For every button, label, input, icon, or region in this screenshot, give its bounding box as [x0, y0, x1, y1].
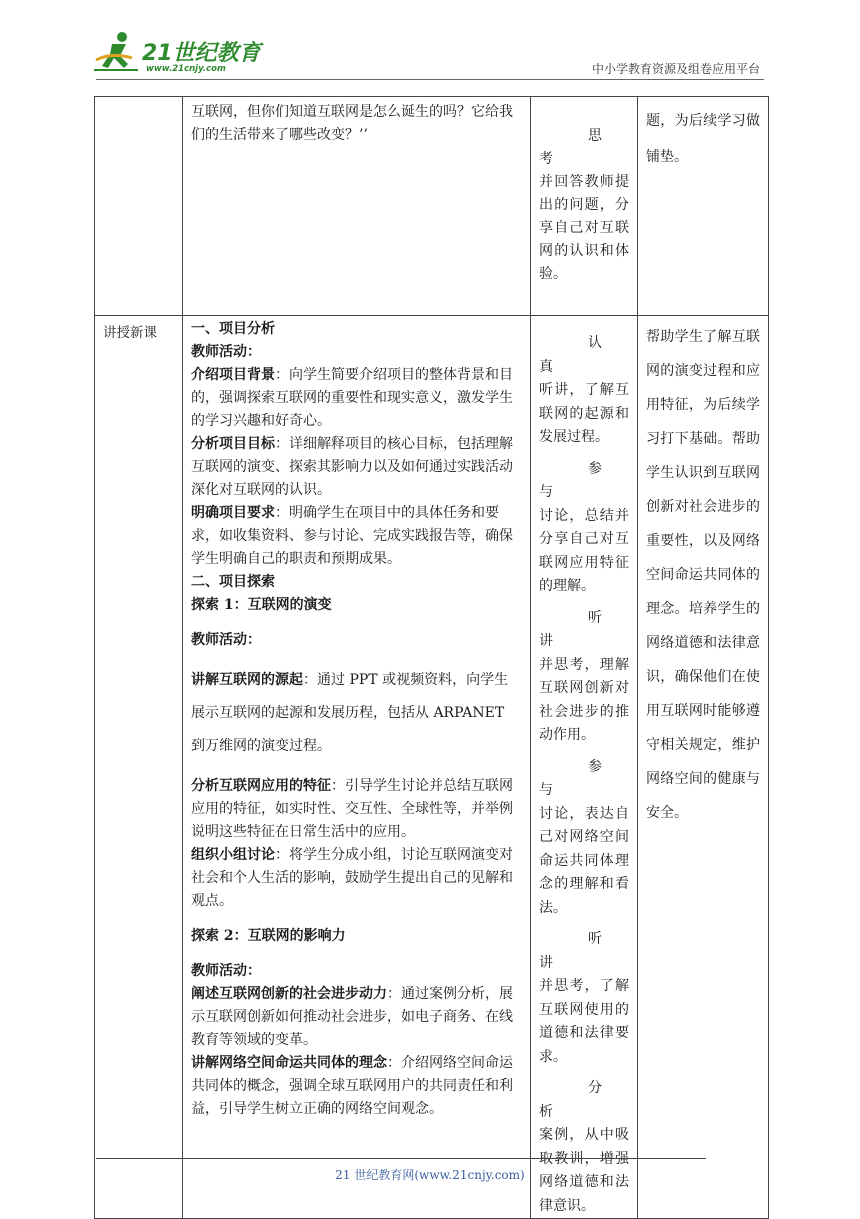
design-intent-cell: [638, 316, 769, 1219]
paragraph-label: 明确项目要求: [191, 505, 275, 521]
section-title: 二、项目探索: [191, 574, 275, 590]
paragraph-text: ：引导学生讨论并总结互联网应用的特征，如实时性、交互性、全球性等，并举例说明这些特征在日常生活中的应用。: [191, 778, 513, 840]
student-activity-text: 并回答教师提出的问题，分享自己对互联网的认识和体验。: [539, 174, 629, 282]
paragraph-label: 阐述互联网创新的社会进步动力: [191, 986, 387, 1002]
paragraph: [191, 364, 522, 433]
table-row: [95, 316, 769, 1219]
paragraph-text: ：通过 PPT 或视频资料，向学生展示互联网的起源和发展历程，包括从 ARPANET 到万维网的演变过程。: [191, 672, 509, 754]
stage-cell: [95, 97, 183, 316]
runner-logo-icon: [92, 30, 144, 76]
stage-label: 讲授新课: [103, 325, 157, 341]
paragraph: [191, 1052, 522, 1121]
student-activity-head: 分析: [539, 1080, 610, 1120]
paragraph-text: ：向学生简要介绍项目的整体背景和目的，强调探索互联网的重要性和现实意义，激发学生的学习兴趣和好奇心。: [191, 367, 513, 429]
design-intent-text: 帮助学生了解互联网的演变过程和应用特征，为后续学习打下基础。帮助学生认识到互联网创新对社会进步的重要性，以及网络空间命运共同体的理念。培养学生的网络道德和法律意识，确保他们在使用互联网时能够遵守相关规定，维护网络空间的健康与安全。: [646, 329, 760, 821]
paragraph-text: ：明确学生在项目中的具体任务和要求，如收集资料、参与讨论、完成实践报告等，确保学生明确自己的职责和预期成果。: [191, 505, 513, 567]
teacher-activity-cell: [183, 97, 531, 316]
design-intent-cell: [638, 97, 769, 316]
paragraph-label: 讲解网络空间命运共同体的理念: [191, 1055, 387, 1071]
student-activity-text: 并思考，理解互联网创新对社会进步的推动作用。: [539, 656, 629, 743]
design-intent-text: 题，为后续学习做铺垫。: [646, 113, 760, 165]
activity-label: 教师活动：: [191, 963, 261, 979]
section-title: 一、项目分析: [191, 321, 275, 337]
paragraph-label: 组织小组讨论: [191, 847, 275, 863]
logo-text: 21世纪教育: [142, 41, 261, 66]
student-activity-head: 听讲: [539, 931, 610, 971]
footer-divider: [96, 1158, 706, 1159]
paragraph: [191, 433, 522, 502]
student-activity-cell: [531, 97, 638, 316]
paragraph-label: 分析项目目标: [191, 436, 275, 452]
student-activity-head: 听讲: [539, 609, 610, 649]
explore-title: 探索 1：互联网的演变: [191, 597, 332, 613]
logo-url: www.21cnjy.com: [146, 64, 226, 74]
paragraph: [191, 844, 522, 913]
explore-title: 探索 2：互联网的影响力: [191, 928, 346, 944]
header-divider: [96, 79, 764, 80]
paragraph-text: ：介绍网络空间命运共同体的概念，强调全球互联网用户的共同责任和利益，引导学生树立正确的网络空间观念。: [191, 1055, 513, 1117]
paragraph: [191, 502, 522, 571]
paragraph: [191, 775, 522, 844]
lesson-plan-table: [94, 96, 769, 1219]
student-activity-head: 参与: [539, 758, 610, 798]
student-activity-text: 案例，从中吸取教训，增强网络道德和法律意识。: [539, 1127, 629, 1214]
student-activity-head: 参与: [539, 460, 610, 500]
paragraph-label: 分析互联网应用的特征: [191, 778, 331, 794]
teacher-text: 互联网，但你们知道互联网是怎么诞生的吗？它给我们的生活带来了哪些改变？’’: [191, 104, 513, 143]
student-activity-text: 并思考，了解互联网使用的道德和法律要求。: [539, 978, 629, 1065]
table-row: [95, 97, 769, 316]
student-activity-cell: [531, 316, 638, 1219]
paragraph-text: ：将学生分成小组，讨论互联网演变对社会和个人生活的影响，鼓励学生提出自己的见解和观点。: [191, 847, 513, 909]
paragraph-label: 介绍项目背景: [191, 367, 275, 383]
platform-name: 中小学教育资源及组卷应用平台: [591, 62, 760, 76]
teacher-activity-cell: [183, 316, 531, 1219]
footer-link[interactable]: 21 世纪教育网(www.21cnjy.com): [335, 1168, 525, 1182]
paragraph-text: ：通过案例分析，展示互联网创新如何推动社会进步，如电子商务、在线教育等领域的变革。: [191, 986, 513, 1048]
student-activity-text: 讨论，总结并分享自己对互联网应用特征的理解。: [539, 507, 629, 594]
activity-label: 教师活动：: [191, 344, 261, 360]
paragraph: [191, 983, 522, 1052]
stage-cell: [95, 316, 183, 1219]
student-activity-head: 认真: [539, 335, 610, 375]
activity-label: 教师活动：: [191, 632, 261, 648]
student-activity-text: 听讲，了解互联网的起源和发展过程。: [539, 382, 629, 445]
page-header: [0, 0, 860, 90]
paragraph: [191, 664, 522, 763]
paragraph-label: 讲解互联网的源起: [191, 672, 303, 688]
site-logo: [92, 30, 262, 80]
paragraph-text: ：详细解释项目的核心目标，包括理解互联网的演变、探索其影响力以及如何通过实践活动深化对互联网的认识。: [191, 436, 513, 498]
student-activity-head: 思考: [539, 128, 610, 167]
student-activity-text: 讨论，表达自己对网络空间命运共同体理念的理解和看法。: [539, 805, 629, 916]
